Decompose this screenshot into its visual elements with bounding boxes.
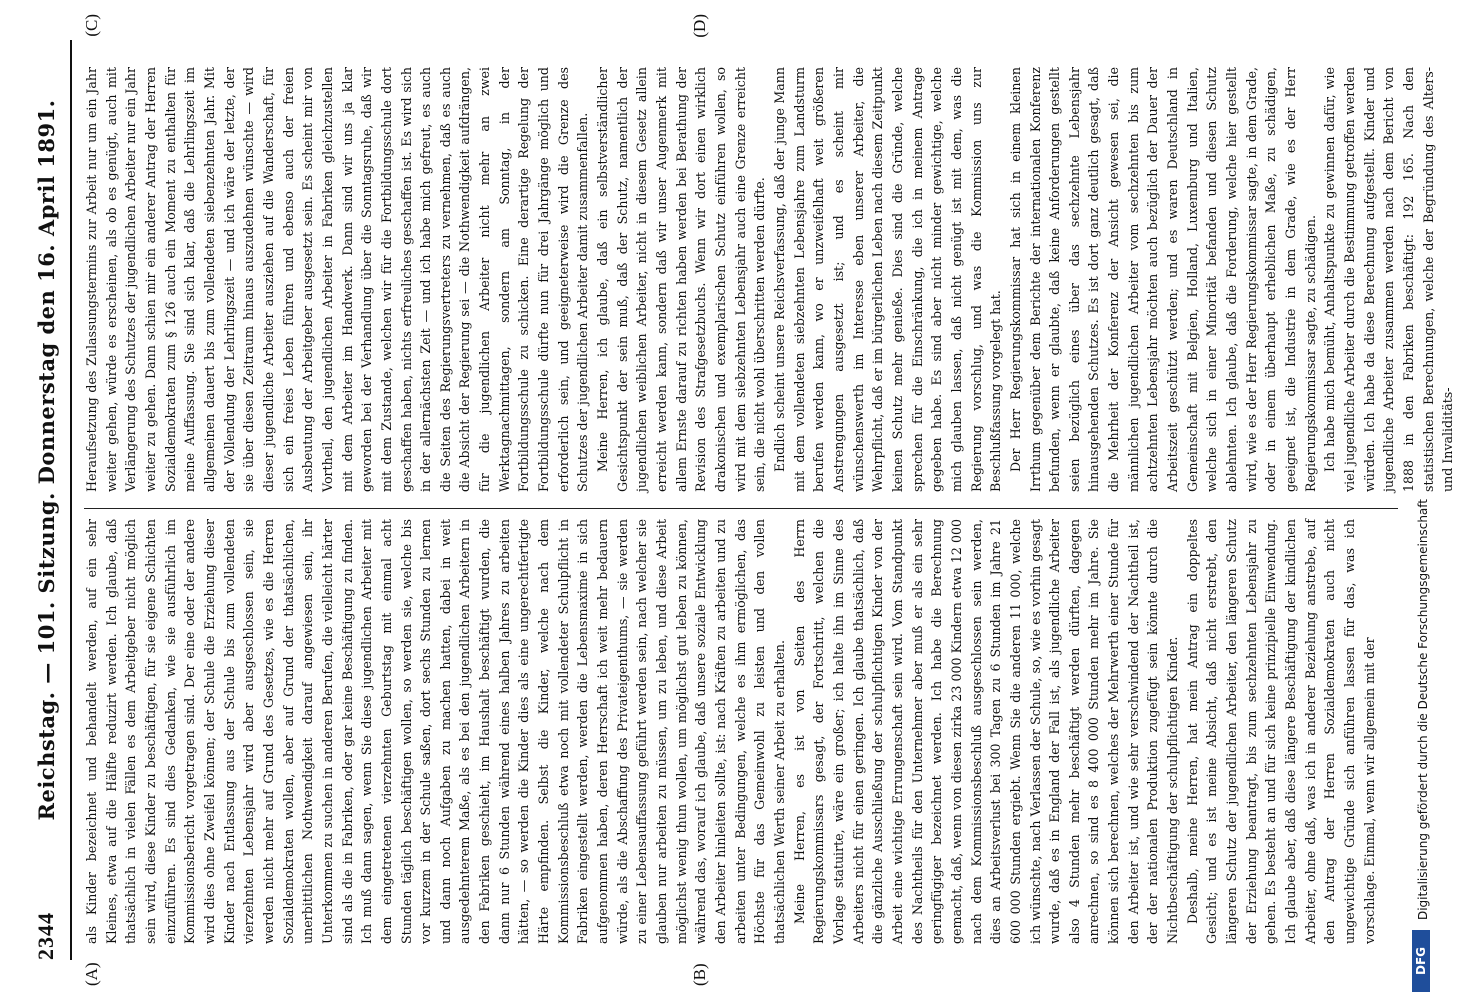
paragraph: Heraufsetzung des Zulassungstermins zur Arbeit nur um ein Jahr weiter gehen, würde es erscheinen, als ob es genügt, auch mit Verlängerung des Schutzes der jugendlichen Arbeiter nur ein Jahr weiter zu gehen. Dann schien mir ein anderer Antrag der Herren Sozialdemokraten zum § 126 auch ein Moment zu enthalten für meine Auffassung. Sie sind sich klar, daß die Lehrlingszeit im allgemeinen dauert bis zum vollendeten siebenzehnten Jahr. Mit der Vollendung der Lehrlingszeit — und ich wäre der letzte, der sie über diesen Zeitraum hinaus auszudehnen wünschte — wird dieser jugendliche Arbeiter ausziehen auf die Wanderschaft, für sich ein freies Leben führen und ebenso auch der freien Ausbeutung der Arbeitgeber ausgesetzt sein. Es scheint mir von Vortheil, den jugendlichen Arbeiter in Fabriken gleichzustellen mit dem Arbeiter im Handwerk. Dann sind wir uns ja klar geworden bei der Verhandlung über die Sonntagsruhe, daß wir mit dem Zustande, welchen wir für die Fortbildungsschule dort geschaffen haben, nichts erfreuliches geschaffen ist. Es wird sich in der allernächsten Zeit — und ich habe mich gefreut, es auch die Seiten des Regierungsvertreters zu vernehmen, daß es auch die Absicht der Regierung sei — die Nothwendigkeit aufdrängen, für die jugendlichen Arbeiter nicht mehr an zwei Werktagnachmittagen, sondern am Sonntag, in der Fortbildungsschule zu schicken. Eine derartige Regelung der Fortbildungsschule dürfte nun für drei Jahrgänge möglich und erforderlich sein, und geeigneterweise wird die Grenze des Schutzes der jugendlichen Arbeiter damit zusammenfallen. [84,67,591,492]
margin-marker-d: (D) [690,14,709,38]
header-rule [70,40,72,960]
paragraph: Endlich scheint unsere Reichsverfassung, daß der junge Mann mit dem vollendeten siebzehnten Lebensjahre zum Landsturm berufen werden kann, wo er unzweifelhaft weit größeren Anstrengungen ausgesetzt ist; und es scheint mir wünschenswerth im Interesse eben unserer Arbeiter, die Wehrpflicht, daß er im bürgerlichen Leben nach diesem Zeitpunkt keinen Schutz mehr genieße. Dies sind die Gründe, welche sprechen für die Einschränkung, die ich in meinem Antrage gegeben habe. Es sind aber nicht minder gewichtige, welche mich glauben lassen, daß nicht genügt ist mit dem, was die Regierung vorschlug, und was die Kommission uns zur Beschlußfassung vorgelegt hat. [771,67,1004,492]
column-divider [84,508,1398,509]
right-column [82,67,1456,492]
page-header [24,40,68,960]
dfg-logo: DFG [1412,930,1430,992]
paragraph: Deshalb, meine Herren, hat mein Antrag ein doppeltes Gesicht; und es ist meine Absicht, daß nicht erstrebt, den längeren Schutz der jugendlichen Arbeiter, den längeren Schutz der Erziehung beantragt, bis zum sechzehnten Lebensjahr zu gehen. Es besteht an und für sich keine prinzipielle Einwendung. Ich glaube aber, daß diese längere Beschäftigung der kindlichen Arbeiter, ohne daß, was ich in anderer Beziehung anstrebe, auf den Antrag der Herren Sozialdemokraten auch nicht ungewichtige Gründe sich anführen lassen für das, was ich vorschlage. Einmal, wenn wir allgemein mit der [1184,519,1377,944]
paragraph: als Kinder bezeichnet und behandelt werden, auf ein sehr Kleines, etwa auf die Hälfte reduzirt werden. Ich glaube, daß thatsächlich in vielen Fällen es dem Arbeitgeber nicht möglich sein wird, diese Kinder zu beschäftigen, für sie eigene Schichten einzuführen. Es sind dies Gedanken, wie sie ausführlich im Kommissionsbericht vorgetragen sind. Der eine oder der andere wird dies ohne Zweifel können; der Schule die Erziehung dieser Kinder nach Entlassung aus der Schule bis zum vollendeten vierzehnten Lebensjahr wird aber ausgeschlossen sein, sie werden nicht mehr auf Grund des Gesetzes, wie es die Herren Sozialdemokraten wollen, aber auf Grund der thatsächlichen, unerbittlichen Nothwendigkeit darauf angewiesen sein, ihr Unterkommen zu suchen in anderen Berufen, die vielleicht härter sind als die in Fabriken, oder gar keine Beschäftigung zu finden. Ich muß dann sagen, wenn Sie diese jugendlichen Arbeiter mit dem eingetretenen vierzehnten Geburtstag mit einmal acht Stunden täglich beschäftigen wollen, so werden sie, welche bis vor kurzem in der Schule saßen, dort sechs Stunden zu lernen und dann noch Aufgaben zu machen hatten, dabei in weit ausgedehnterem Maße, als es bei den jugendlichen Arbeitern in den Fabriken geschieht, im Haushalt beschäftigt wurden, die dann nur 6 Stunden während eines halben Jahres zu arbeiten hätten, — so werden die Kinder dies als eine ungerechtfertigte Härte empfinden. Selbst die Kinder, welche nach dem Kommissionsbeschluß etwa noch mit vollendeter Schulpflicht in Fabriken eingestellt werden, werden die Lebensmaxime in sich aufgenommen haben, deren Herrschaft ich weit mehr bedauern würde, als die Abschaffung des Privateigenthums, — sie werden zu einer Lebensauffassung geführt werden sein, nach welcher sie glauben nur arbeiten zu müssen, um zu leben, und diese Arbeit möglichst wenig thun wollen, um möglichst gut leben zu können, während das, worauf ich glaube, daß unsere soziale Entwicklung den Arbeiter hinleiten sollte, ist: nach Kräften zu arbeiten und zu arbeiten unter Bedingungen, welche es ihm ermöglichen, das Höchste für das Gemeinwohl zu leisten und den vollen thatsächlichen Werth seiner Arbeit zu erhalten. [84,519,787,944]
paragraph: Ich habe mich bemüht, Anhaltspunkte zu gewinnen dafür, wie viel jugendliche Arbeiter durch die Bestimmung getroffen werden würden. Ich habe da diese Berechnung aufgestellt. Kinder und jugendliche Arbeiter zusammen werden nach dem Bericht von 1888 in den Fabriken beschäftigt: 192 165. Nach den statistischen Berechnungen, welche der Begründung des Alters- und Invaliditäts- [1322,67,1456,492]
left-column [82,519,1400,944]
paragraph: Der Herr Regierungskommissar hat sich in einem kleinen Irrthum gegenüber dem Berichte der internationalen Konferenz befunden, wenn er glaubte, daß keine Anforderungen gestellt seien bezüglich eines über das sechzehnte Lebensjahr hinausgehenden Schutzes. Es ist dort ganz deutlich gesagt, daß die Mehrheit der Konferenz der Ansicht gewesen sei, die männlichen jugendlichen Arbeiter vom sechzehnten bis zum achtzehnten Lebensjahr möchten auch bezüglich der Dauer der Arbeitszeit geschützt werden; und es waren Deutschland in Gemeinschaft mit Belgien, Holland, Luxemburg und Italien, welche sich in einer Minorität befanden und diesen Schutz ablehnten. Ich glaube, daß die Forderung, welche hier gestellt wird, wie es der Herr Regierungskommissar sagte, in dem Grade, oder in einem überhaupt erheblichen Maße, zu schädigen, geeignet ist, die Industrie in dem Grade, wie es der Herr Regierungskommissar sagte, zu schädigen. [1007,67,1318,492]
page-title: Reichstag. — 101. Sitzung. Donnerstag den 16. April 1891. [33,99,59,821]
margin-marker-c: (C) [82,14,101,37]
digitization-watermark: Digitalisierung gefördert durch die Deutsche Forschungsgemeinschaft [1416,498,1430,920]
paragraph: Meine Herren, es ist von Seiten des Herrn Regierungskommissars gesagt, der Fortschritt, welchen die Vorlage statuirte, wäre ein großer; ich halte ihn im Sinne des Arbeiters nicht für einen geringen. Ich glaube thatsächlich, daß die gänzliche Ausschließung der schulpflichtigen Kinder von der Arbeit eine wichtige Errungenschaft sein wird. Vom Standpunkt des Nachtheils für den Unternehmer aber muß er als ein sehr geringfügiger bezeichnet werden. Ich habe die Berechnung gemacht, daß, wenn von diesen zirka 23 000 Kindern etwa 12 000 nach dem Kommissionsbeschluß ausgeschlossen sein werden, dies an Arbeitsverlust bei 300 Tagen zu 6 Stunden im Jahre 21 600 000 Stunden ergiebt. Wenn Sie die anderen 11 000, welche ich wünschte, nach Verlassen der Schule, so, wie es vorhin gesagt wurde, daß es in England der Fall ist, als jugendliche Arbeiter also 4 Stunden mehr beschäftigt werden dürften, dagegen anrechnen, so sind es 8 400 000 Stunden mehr im Jahre. Sie können sich berechnen, welches der Mehrwerth einer Stunde für den Arbeiter ist, und wie sehr verschwindend der Nachtheil ist, der der nationalen Produktion zugefügt sein könnte durch die Nichtbeschäftigung der schulpflichtigen Kinder. [791,519,1181,944]
margin-marker-a: (A) [82,962,101,986]
margin-marker-b: (B) [690,963,709,986]
page-number: 2344 [33,912,58,960]
paragraph: Meine Herren, ich glaube, daß ein selbstverständlicher Gesichtspunkt der sein muß, daß der Schutz, namentlich der jugendlichen weiblichen Arbeiter, nicht in diesem Gesetz allein erreicht werden kann, sondern daß wir unser Augenmerk mit allem Ernste darauf zu richten haben werden bei Berathung der Revision des Strafgesetzbuchs. Wenn wir dort einen wirklich drakonischen und exemplarischen Schutz einführen wollen, so wird mit dem siebzehnten Lebensjahr auch eine Grenze erreicht sein, die nicht wohl überschritten werden dürfte. [595,67,768,492]
